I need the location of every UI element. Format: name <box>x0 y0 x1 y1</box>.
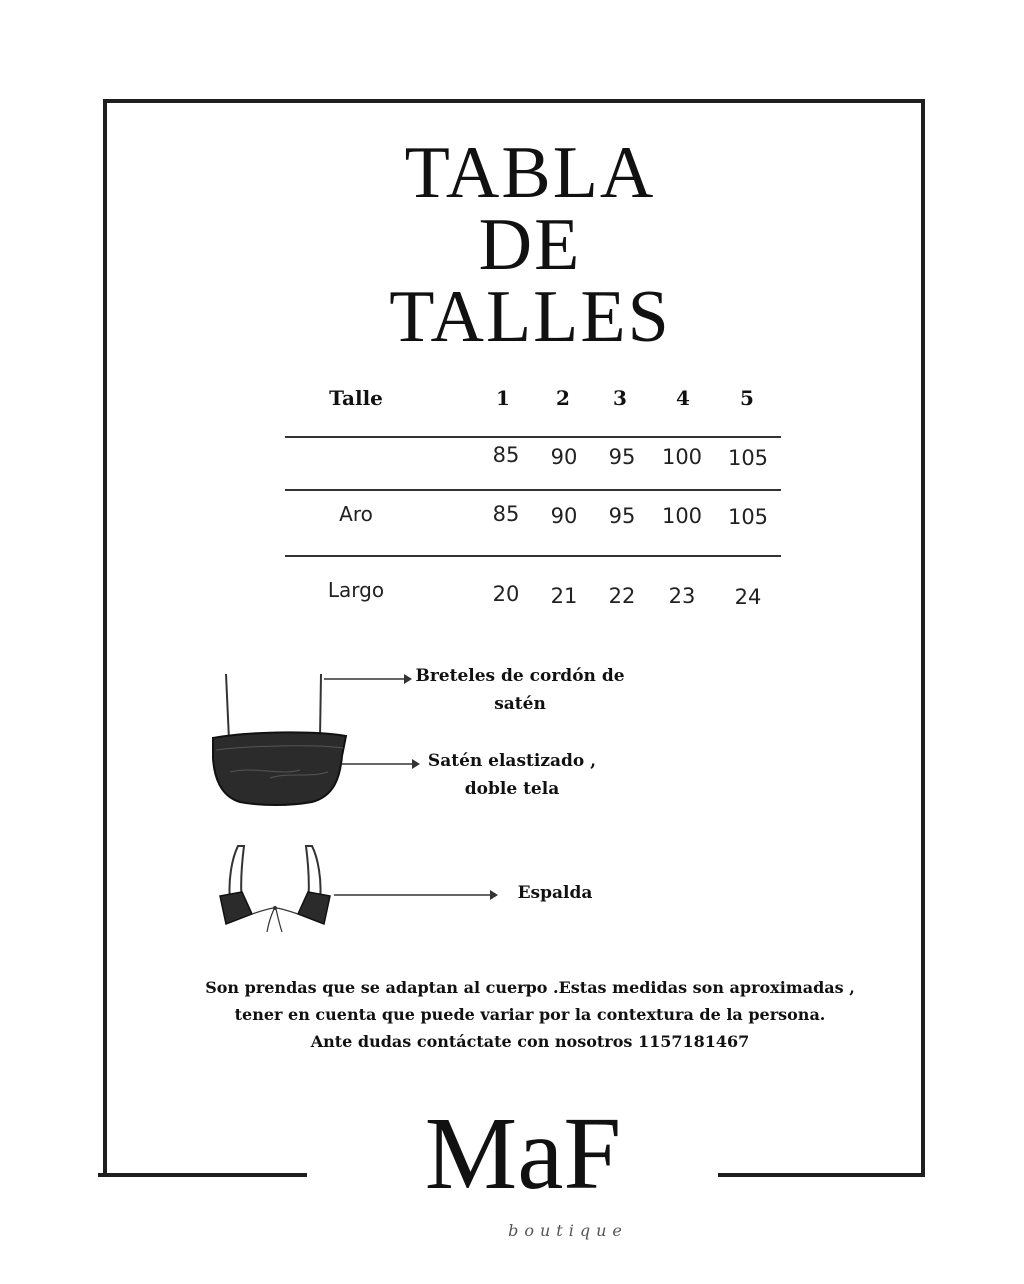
table-cell: 95 <box>608 445 636 469</box>
table-cell: 105 <box>727 446 769 470</box>
callout-fabric-line1: Satén elastizado , <box>427 751 597 771</box>
page-title-line1: TABLA <box>404 132 656 214</box>
callout-straps-line2: satén <box>494 694 546 714</box>
table-rule <box>285 555 781 557</box>
bandeau-back-illustration <box>212 840 338 936</box>
table-cell: 85 <box>492 443 520 467</box>
table-cell: 24 <box>734 585 762 609</box>
size-header-3: 3 <box>613 386 627 410</box>
arrow-back <box>332 887 500 903</box>
row-label: Aro <box>339 502 373 526</box>
table-cell: 100 <box>661 445 703 469</box>
arrow-straps <box>322 671 414 687</box>
table-cell: 22 <box>608 584 636 608</box>
size-header-1: 1 <box>496 386 510 410</box>
callout-straps-line1: Breteles de cordón de <box>415 666 625 686</box>
note-line3: Ante dudas contáctate con nosotros 1157181467 <box>310 1032 750 1051</box>
table-cell: 90 <box>550 445 578 469</box>
frame-bottom-right <box>718 1173 924 1177</box>
arrow-fabric <box>340 756 422 772</box>
table-cell: 20 <box>492 582 520 606</box>
table-cell: 95 <box>608 504 636 528</box>
svg-text:boutique: boutique <box>508 1221 628 1240</box>
note-line1: Son prendas que se adaptan al cuerpo .Estas medidas son aproximadas , <box>205 978 855 997</box>
callout-fabric-line2: doble tela <box>464 779 560 799</box>
table-cell: 90 <box>550 504 578 528</box>
table-cell: 21 <box>550 584 578 608</box>
table-cell: 100 <box>661 504 703 528</box>
maf-boutique-logo <box>388 1080 658 1280</box>
size-header-label: Talle <box>329 386 383 410</box>
table-cell: 85 <box>492 502 520 526</box>
svg-text:MaF: MaF <box>424 1096 622 1211</box>
disclaimer-note <box>150 974 910 1055</box>
size-header-5: 5 <box>740 386 754 410</box>
page-title-line2: DE <box>478 204 582 286</box>
note-line2: tener en cuenta que puede variar por la contextura de la persona. <box>234 1005 826 1024</box>
frame-bottom-left <box>98 1173 307 1177</box>
frame-top <box>103 99 925 103</box>
table-cell: 23 <box>668 584 696 608</box>
size-header-4: 4 <box>676 386 690 410</box>
table-rule <box>285 489 781 491</box>
page-title-line3: TALLES <box>389 276 671 358</box>
brand-logo <box>388 1080 658 1280</box>
table-rule <box>285 436 781 438</box>
callout-back: Espalda <box>517 883 593 903</box>
row-label: Largo <box>327 578 385 602</box>
size-header-2: 2 <box>556 386 570 410</box>
table-cell: 105 <box>727 505 769 529</box>
callout-straps <box>410 662 630 718</box>
callout-fabric <box>412 747 612 803</box>
